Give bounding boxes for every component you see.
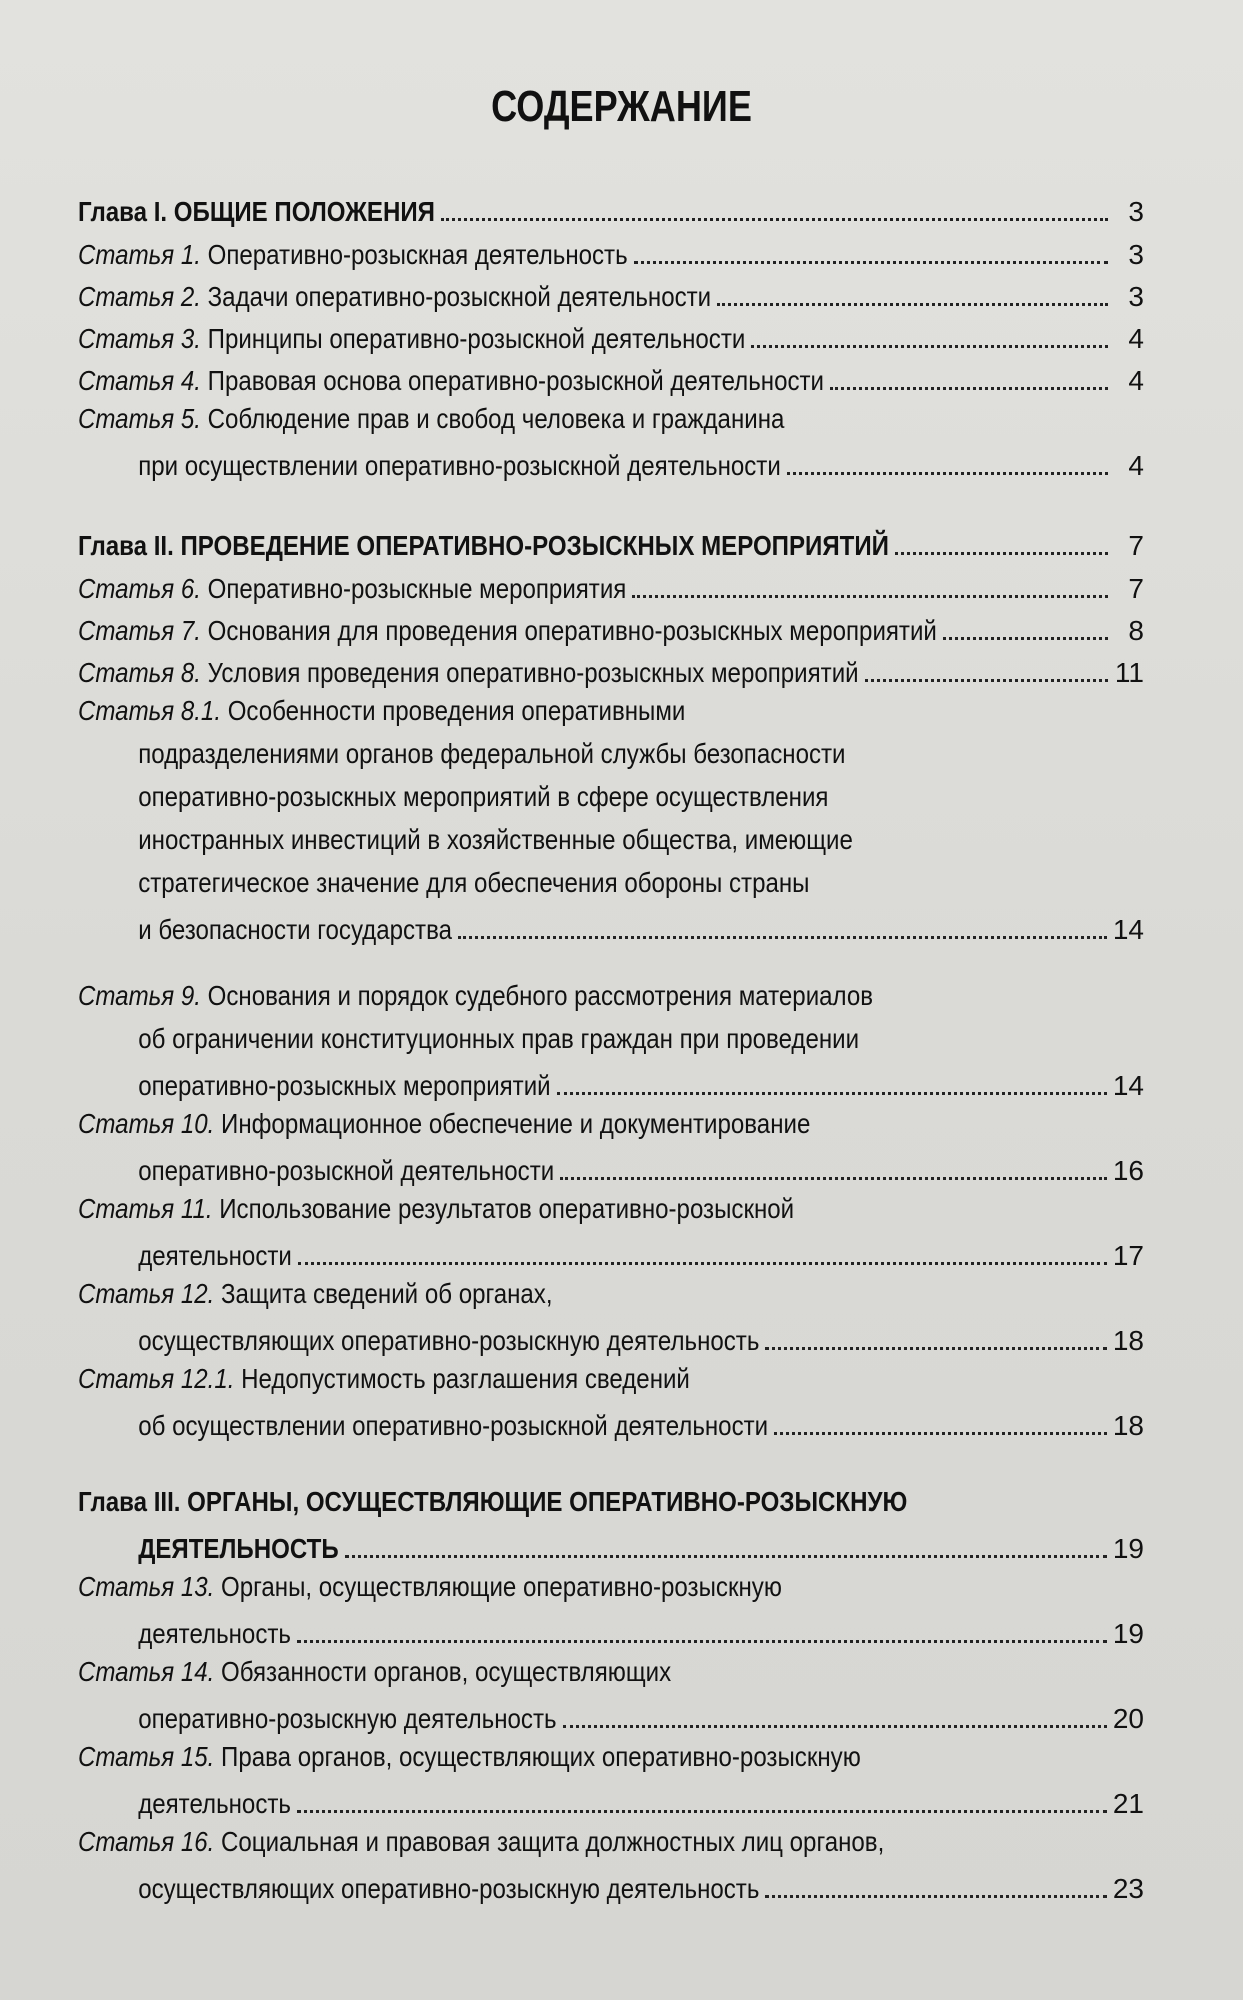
toc-entry-text <box>78 1871 759 1907</box>
dot-leader <box>765 1894 1106 1898</box>
article-title: деятельность <box>138 1618 291 1649</box>
toc-entry-text <box>78 978 873 1014</box>
dot-leader <box>298 1261 1107 1265</box>
toc-article-line <box>78 609 1144 649</box>
toc-entry-text <box>78 194 435 230</box>
article-number: Статья 7. <box>78 615 201 646</box>
toc-entry-text <box>78 237 628 273</box>
article-title: Недопустимость разглашения сведений <box>241 1363 690 1394</box>
page-number: 4 <box>1128 323 1144 354</box>
article-title: оперативно-розыскной деятельности <box>138 1155 555 1186</box>
toc-entry-text <box>78 321 745 357</box>
article-title: оперативно-розыскную деятельность <box>138 1703 557 1734</box>
article-title: оперативно-розыскных мероприятий <box>138 1070 551 1101</box>
toc-entry-text <box>78 1569 782 1605</box>
page-number: 3 <box>1128 281 1144 312</box>
toc-entry-text <box>78 1106 810 1142</box>
article-title: Информационное обеспечение и документирование <box>221 1108 811 1139</box>
article-title: оперативно-розыскных мероприятий в сфере осуществления <box>138 781 829 812</box>
toc-article-line <box>78 1739 1144 1779</box>
toc-entry-text <box>78 279 711 315</box>
toc-article-line <box>78 233 1144 273</box>
toc-entry-text <box>78 1786 291 1822</box>
chapter-title: ОБЩИЕ ПОЛОЖЕНИЯ <box>173 196 435 227</box>
article-title: Защита сведений об органах, <box>221 1278 553 1309</box>
article-title: иностранных инвестиций в хозяйственные общества, имеющие <box>138 824 853 855</box>
dot-leader <box>297 1639 1107 1643</box>
toc-article-line <box>78 359 1144 399</box>
toc-article-line <box>78 1021 1144 1061</box>
article-title: осуществляющих оперативно-розыскную деятельность <box>138 1873 760 1904</box>
dot-leader <box>557 1091 1107 1095</box>
page-number: 21 <box>1112 1788 1144 1819</box>
toc-article-line <box>78 693 1144 733</box>
article-title: при осуществлении оперативно-розыскной деятельности <box>138 450 781 481</box>
page-number: 16 <box>1112 1155 1144 1186</box>
chapter-label: Глава II. <box>78 530 174 561</box>
toc-entry-text <box>78 528 889 564</box>
page-number: 17 <box>1112 1240 1144 1271</box>
toc-entry-text <box>78 1824 884 1860</box>
article-title: стратегическое значение для обеспечения обороны страны <box>138 867 810 898</box>
toc-article-line <box>78 275 1144 315</box>
dot-leader <box>717 302 1108 306</box>
toc-article-line <box>78 736 1144 776</box>
page-number: 14 <box>1112 914 1144 945</box>
article-number: Статья 4. <box>78 365 201 396</box>
dot-leader <box>634 260 1108 264</box>
article-number: Статья 13. <box>78 1571 215 1602</box>
dot-leader <box>441 217 1108 221</box>
toc-article-line <box>78 1824 1144 1864</box>
dot-leader <box>765 1346 1106 1350</box>
toc-entry-text <box>78 1191 794 1227</box>
toc-entry-text <box>78 1238 292 1274</box>
toc-entry-text <box>78 363 824 399</box>
dot-leader <box>895 551 1108 555</box>
article-title: Принципы оперативно-розыскной деятельности <box>207 323 746 354</box>
toc-article-line <box>78 978 1144 1018</box>
article-number: Статья 8.1. <box>78 695 222 726</box>
page-number: 19 <box>1112 1618 1144 1649</box>
article-title: Условия проведения оперативно-розыскных мероприятий <box>207 657 859 688</box>
toc-article-line <box>78 1361 1144 1401</box>
page-number: 11 <box>1114 657 1144 688</box>
page-title: СОДЕРЖАНИЕ <box>491 82 752 131</box>
dot-leader <box>943 636 1108 640</box>
toc-entry-text <box>78 736 845 772</box>
page-number: 4 <box>1128 365 1144 396</box>
toc-article-line <box>78 865 1144 905</box>
toc-entry-text <box>78 1701 557 1737</box>
article-title: осуществляющих оперативно-розыскную деятельность <box>138 1325 760 1356</box>
article-number: Статья 9. <box>78 980 201 1011</box>
toc-entry-text <box>78 571 626 607</box>
page-number: 23 <box>1112 1873 1144 1904</box>
toc-article-line <box>78 1782 1144 1822</box>
toc-article-line <box>78 908 1144 948</box>
page-number: 4 <box>1128 450 1144 481</box>
article-title: Оперативно-розыскные мероприятия <box>207 573 627 604</box>
toc-entry-text <box>78 693 685 729</box>
page-number: 18 <box>1112 1410 1144 1441</box>
article-title: Обязанности органов, осуществляющих <box>221 1656 672 1687</box>
article-title: деятельности <box>138 1240 292 1271</box>
dot-leader <box>787 471 1108 475</box>
toc-entry-text <box>78 655 859 691</box>
chapter-title: ОРГАНЫ, ОСУЩЕСТВЛЯЮЩИЕ ОПЕРАТИВНО-РОЗЫСКНУЮ <box>187 1486 908 1517</box>
toc-chapter-line <box>78 1527 1144 1567</box>
article-title: об осуществлении оперативно-розыскной деятельности <box>138 1410 769 1441</box>
toc-article-line <box>78 317 1144 357</box>
page-number: 20 <box>1112 1703 1144 1734</box>
toc-entry-text <box>78 1323 759 1359</box>
toc-article-line <box>78 779 1144 819</box>
toc-article-line <box>78 1234 1144 1274</box>
toc-article-line <box>78 567 1144 607</box>
article-title: Основания для проведения оперативно-розыскных мероприятий <box>207 615 937 646</box>
article-number: Статья 5. <box>78 403 201 434</box>
toc-entry-text <box>78 779 828 815</box>
article-title: Права органов, осуществляющих оперативно-розыскную <box>221 1741 861 1772</box>
article-number: Статья 8. <box>78 657 201 688</box>
toc-entry-text <box>78 822 853 858</box>
toc-entry-text <box>78 1361 690 1397</box>
chapter-title: ДЕЯТЕЛЬНОСТЬ <box>138 1533 339 1564</box>
dot-leader <box>297 1809 1107 1813</box>
article-number: Статья 12. <box>78 1278 215 1309</box>
article-title: Социальная и правовая защита должностных лиц органов, <box>221 1826 885 1857</box>
article-title: Основания и порядок судебного рассмотрения материалов <box>207 980 874 1011</box>
toc-entry-text <box>78 401 784 437</box>
article-number: Статья 14. <box>78 1656 215 1687</box>
toc-entry-text <box>78 1276 553 1312</box>
toc-entry-text <box>78 1153 554 1189</box>
toc-entry-text <box>78 1408 768 1444</box>
article-number: Статья 11. <box>78 1193 213 1224</box>
toc-article-line <box>78 1569 1144 1609</box>
article-title: подразделениями органов федеральной службы безопасности <box>138 738 846 769</box>
article-title: деятельность <box>138 1788 291 1819</box>
toc-article-line <box>78 1106 1144 1146</box>
toc-entry-text <box>78 1531 339 1567</box>
dot-leader <box>458 935 1107 939</box>
page-number: 19 <box>1112 1533 1144 1564</box>
toc-article-line <box>78 1191 1144 1231</box>
dot-leader <box>865 678 1108 682</box>
chapter-title: ПРОВЕДЕНИЕ ОПЕРАТИВНО-РОЗЫСКНЫХ МЕРОПРИЯТИЙ <box>180 530 889 561</box>
toc-article-line <box>78 1612 1144 1652</box>
toc-entry-text <box>78 1616 291 1652</box>
toc-entry-text <box>78 1654 671 1690</box>
dot-leader <box>751 344 1108 348</box>
article-number: Статья 1. <box>78 239 201 270</box>
page-number: 7 <box>1128 530 1144 561</box>
chapter-label: Глава I. <box>78 196 168 227</box>
article-title: Соблюдение прав и свобод человека и гражданина <box>207 403 785 434</box>
dot-leader <box>560 1176 1107 1180</box>
article-number: Статья 3. <box>78 323 201 354</box>
toc-article-line <box>78 822 1144 862</box>
toc-article-line <box>78 651 1144 691</box>
article-title: и безопасности государства <box>138 914 453 945</box>
toc-entry-text <box>78 1068 551 1104</box>
page-number: 7 <box>1128 573 1144 604</box>
toc-entry-text <box>78 1739 861 1775</box>
toc-chapter-line <box>78 524 1144 564</box>
toc-chapter-line <box>78 190 1144 230</box>
article-number: Статья 15. <box>78 1741 215 1772</box>
toc-entry-text <box>78 448 781 484</box>
toc-chapter-line <box>78 1484 1144 1524</box>
dot-leader <box>632 594 1108 598</box>
toc-article-line <box>78 1064 1144 1104</box>
dot-leader <box>345 1554 1107 1558</box>
article-number: Статья 10. <box>78 1108 215 1139</box>
toc-entry-text <box>78 613 937 649</box>
toc-article-line <box>78 1404 1144 1444</box>
article-title: об ограничении конституционных прав граждан при проведении <box>138 1023 860 1054</box>
article-number: Статья 12.1. <box>78 1363 235 1394</box>
toc-entry-text <box>78 1021 859 1057</box>
dot-leader <box>830 386 1108 390</box>
toc-article-line <box>78 1867 1144 1907</box>
chapter-label: Глава III. <box>78 1486 181 1517</box>
article-title: Оперативно-розыскная деятельность <box>207 239 628 270</box>
toc-entry-text <box>78 912 452 948</box>
toc-entry-text <box>78 1484 907 1520</box>
article-title: Задачи оперативно-розыскной деятельности <box>207 281 712 312</box>
page-number: 3 <box>1128 239 1144 270</box>
toc-entry-text <box>78 865 809 901</box>
toc-article-line <box>78 1149 1144 1189</box>
article-number: Статья 16. <box>78 1826 215 1857</box>
dot-leader <box>774 1431 1107 1435</box>
article-title: Особенности проведения оперативными <box>227 695 686 726</box>
toc-article-line <box>78 1276 1144 1316</box>
article-number: Статья 6. <box>78 573 201 604</box>
article-number: Статья 2. <box>78 281 201 312</box>
dot-leader <box>563 1724 1107 1728</box>
article-title: Органы, осуществляющие оперативно-розыскную <box>221 1571 782 1602</box>
page-number: 18 <box>1112 1325 1144 1356</box>
page-number: 14 <box>1112 1070 1144 1101</box>
toc-article-line <box>78 1319 1144 1359</box>
toc-article-line <box>78 401 1144 441</box>
toc-article-line <box>78 444 1144 484</box>
page-number: 3 <box>1128 196 1144 227</box>
article-title: Правовая основа оперативно-розыскной деятельности <box>207 365 824 396</box>
toc-article-line <box>78 1697 1144 1737</box>
toc-article-line <box>78 1654 1144 1694</box>
article-title: Использование результатов оперативно-розыскной <box>219 1193 795 1224</box>
page-number: 8 <box>1128 615 1144 646</box>
